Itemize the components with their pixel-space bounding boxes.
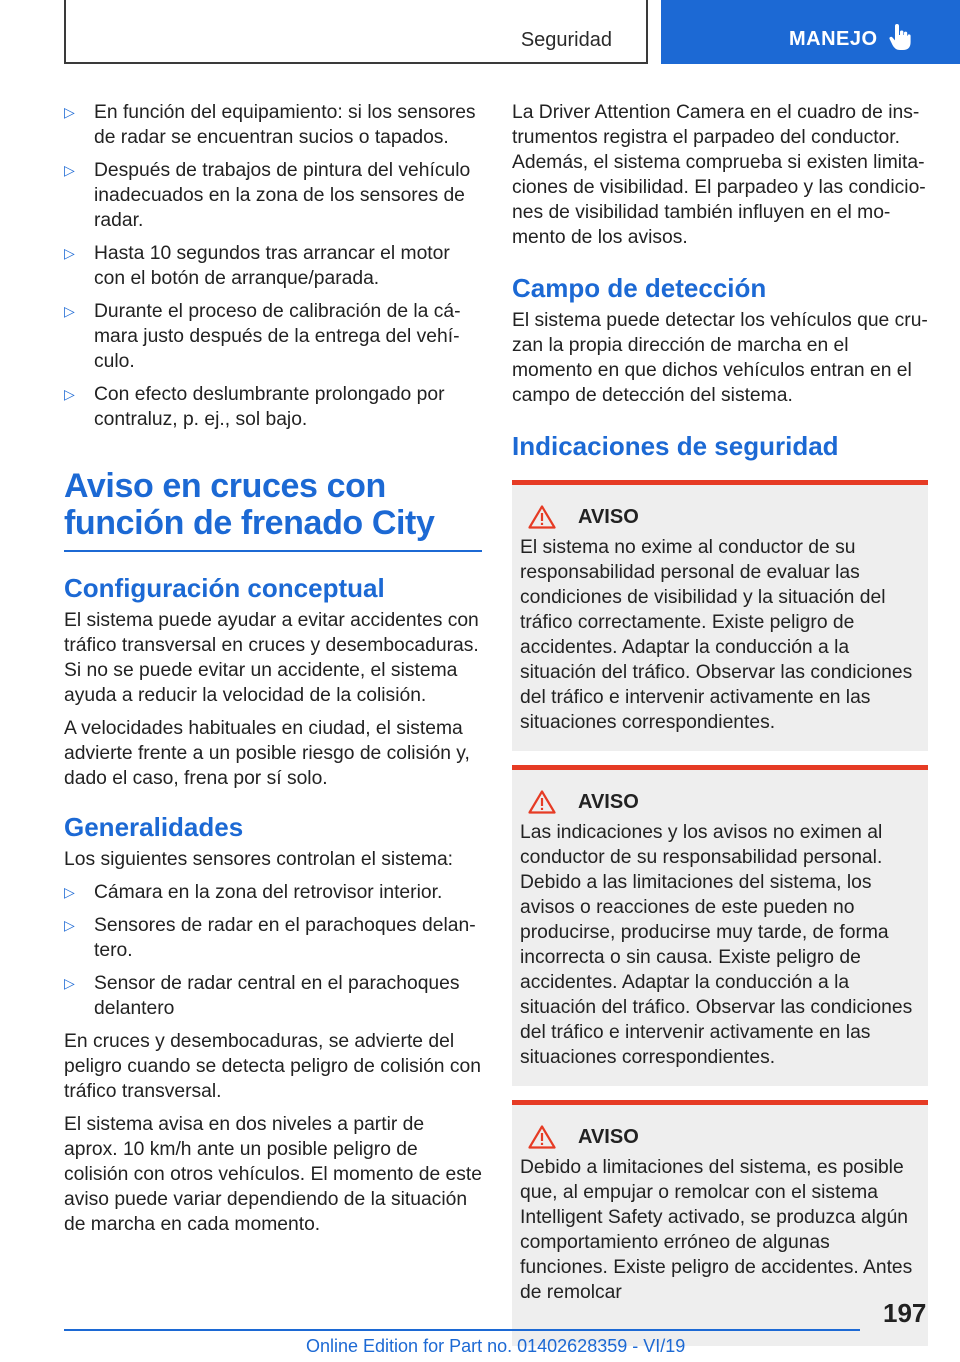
warning-box (512, 1100, 928, 1346)
detection-paragraph: El sistema puede detectar los vehículos que cruzan la propia dirección de marcha en el momento en que dichos vehículos entran en el campo de detección del sistema. (512, 310, 928, 406)
sensors-list (64, 880, 482, 1021)
warning-triangle-icon (528, 790, 556, 814)
triangle-bullet-icon: ▷ (64, 975, 75, 991)
list-item: ▷ Sensores de radar en el parachoques delantero. (64, 915, 476, 961)
page-number: 197 (883, 1298, 927, 1328)
concept-paragraph-1: El sistema puede ayudar a evitar accidentes con tráfico transversal en cruces y desembocaduras. Si no se puede evitar un accidente, el sistema ayuda a reducir la velocidad de la colisión. (64, 610, 479, 706)
limitations-list (64, 100, 482, 432)
warning-title: AVISO (578, 790, 639, 813)
general-heading: Generalidades (64, 812, 244, 842)
general-paragraph-2: El sistema avisa en dos niveles a partir de aprox. 10 km/h ante un posible peligro de colisión con otros vehículos. El momento de este aviso puede variar dependiendo de la situación de marcha en cada momento. (64, 1114, 482, 1235)
triangle-bullet-icon: ▷ (64, 104, 75, 120)
warning-title: AVISO (578, 505, 639, 528)
warning-text: Las indicaciones y los avisos no eximen al conductor de su responsabilidad personal. Debido a las limitaciones del sistema, los avisos o reacciones de este pueden no producirse, producirse muy tarde, de forma incorrecta o sin causa. Existe peligro de accidentes. Adaptar la conducción a la situación del tráfico. Observar las condiciones del tráfico e intervenir activamente en las situaciones correspondientes. (520, 822, 913, 1068)
main-heading: Aviso en cruces con función de frenado City (64, 468, 482, 552)
chapter-tab[interactable] (661, 0, 960, 64)
warning-text: Debido a limitaciones del sistema, es posible que, al empujar o remolcar con el sistema Intelligent Safety activado, se produzca algún comportamiento erróneo de algunas funciones. Existe peligro de accidentes. Antes de remolcar (520, 1157, 913, 1303)
header-section-box (64, 0, 648, 64)
concept-paragraph-2: A velocidades habituales en ciudad, el sistema advierte frente a un posible riesgo de colisión y, dado el caso, frena por sí solo. (64, 718, 470, 789)
triangle-bullet-icon: ▷ (64, 884, 75, 900)
right-column (512, 100, 928, 1360)
list-item: ▷ Hasta 10 segundos tras arrancar el motor con el botón de arranque/parada. (64, 243, 450, 289)
warning-text: El sistema no exime al conductor de su responsabilidad personal de evaluar las condiciones de visibilidad y la situación del tráfico correctamente. Existe peligro de accidentes. Adaptar la conducción a la situación del tráfico. Observar las condiciones del tráfico e intervenir activamente en las situaciones correspondientes. (520, 537, 913, 733)
triangle-bullet-icon: ▷ (64, 162, 75, 178)
triangle-bullet-icon: ▷ (64, 386, 75, 402)
triangle-bullet-icon: ▷ (64, 303, 75, 319)
warning-triangle-icon (528, 505, 556, 529)
hand-pointing-icon (889, 24, 911, 55)
general-paragraph-1: En cruces y desembocaduras, se advierte del peligro cuando se detecta peligro de colisión con tráfico transversal. (64, 1031, 481, 1102)
warning-triangle-icon (528, 1125, 556, 1149)
list-item: ▷ Durante el proceso de calibración de la cámara justo después de la entrega del vehículo. (64, 301, 461, 372)
list-item: ▷ En función del equipamiento: si los sensores de radar se encuentran sucios o tapados. (64, 102, 476, 148)
list-item: ▷ Después de trabajos de pintura del vehículo inadecuados en la zona de los sensores de radar. (64, 160, 471, 231)
triangle-bullet-icon: ▷ (64, 917, 75, 933)
section-title: Seguridad (520, 29, 612, 51)
footer-divider (64, 1329, 860, 1331)
list-item: ▷ Cámara en la zona del retrovisor interior. (64, 882, 443, 903)
general-intro: Los siguientes sensores controlan el sistema: (64, 849, 454, 870)
concept-heading: Configuración conceptual (64, 573, 385, 603)
chapter-tab-label: MANEJO (789, 28, 878, 50)
triangle-bullet-icon: ▷ (64, 245, 75, 261)
warning-box (512, 480, 928, 751)
left-column (64, 100, 482, 1245)
safety-heading: Indicaciones de seguridad (512, 431, 839, 461)
warning-title: AVISO (578, 1125, 639, 1148)
footer-edition: Online Edition for Part no. 01402628359 - VI/19 (306, 1336, 686, 1356)
detection-heading: Campo de detección (512, 273, 767, 303)
list-item: ▷ Con efecto deslumbrante prolongado por contraluz, p. ej., sol bajo. (64, 384, 445, 430)
warning-box (512, 765, 928, 1086)
intro-paragraph: La Driver Attention Camera en el cuadro de instrumentos registra el parpadeo del conductor. Además, el sistema comprueba si existen limitaciones de visibilidad. El parpadeo y las condiciones de visibilidad también influyen en el momento de los avisos. (512, 102, 926, 248)
list-item: ▷ Sensor de radar central en el parachoques delantero (64, 973, 460, 1019)
